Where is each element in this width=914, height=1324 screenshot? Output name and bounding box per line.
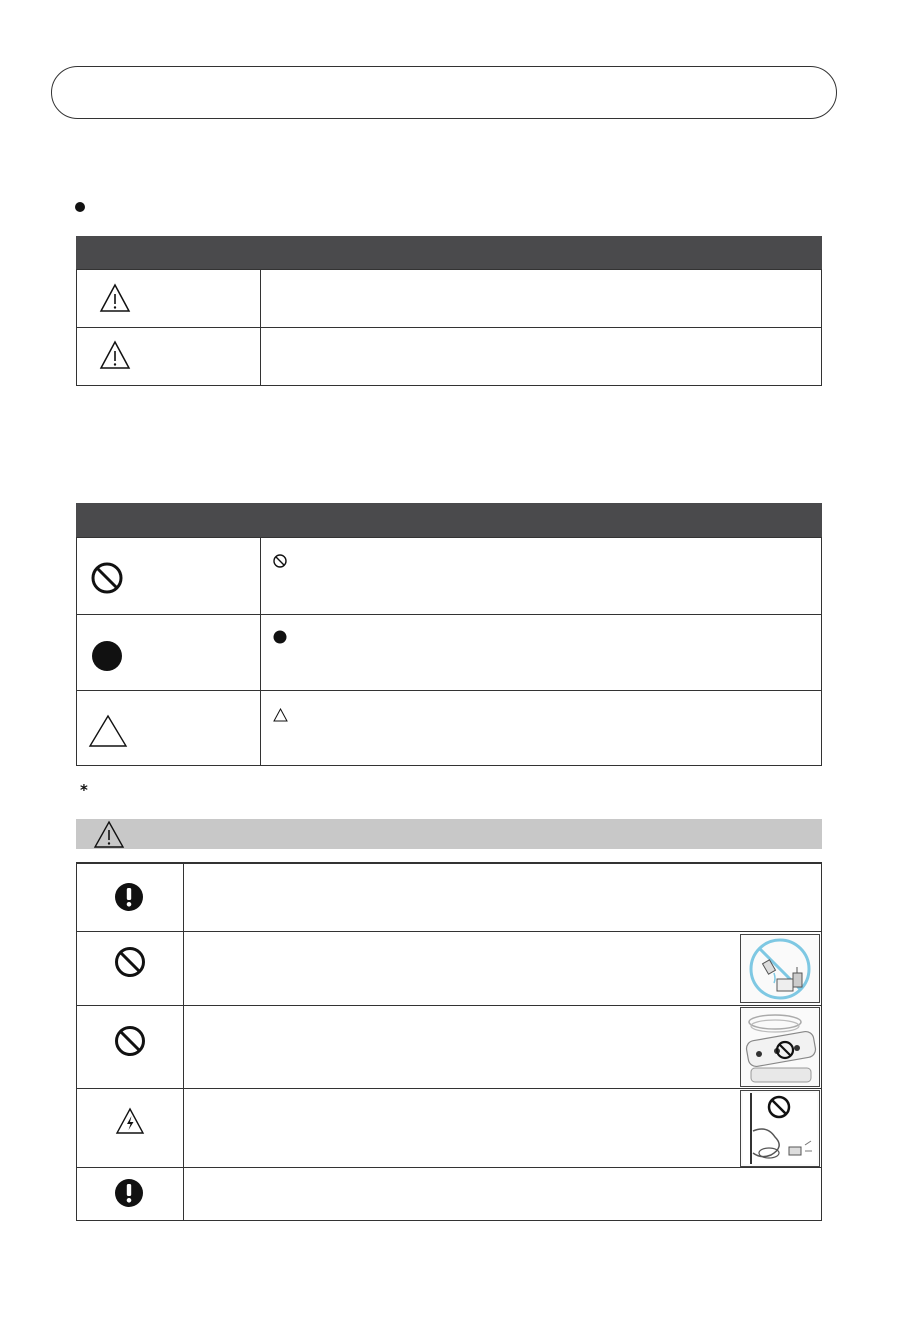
exclamation-icon (114, 882, 144, 912)
table-body (76, 269, 822, 386)
table-row (77, 1167, 821, 1222)
table-row (77, 327, 821, 385)
power-strip-illustration (740, 1007, 820, 1087)
electric-shock-icon (115, 1107, 145, 1135)
wet-hands-illustration (740, 1090, 820, 1167)
prohibited-icon (114, 946, 146, 978)
table-header (76, 236, 822, 269)
caution-triangle-icon (88, 714, 128, 748)
table-row (77, 931, 821, 1005)
no-water-illustration (740, 934, 820, 1003)
warning-triangle-icon (99, 283, 131, 313)
table-row (77, 537, 821, 614)
table-row (77, 1005, 821, 1088)
caution-triangle-icon (273, 708, 288, 722)
hazard-level-table (76, 236, 822, 386)
table-row (77, 269, 821, 327)
table-row (77, 1088, 821, 1167)
warning-list-table (76, 862, 822, 1221)
footnote-asterisk: * (80, 781, 88, 799)
prohibited-icon (114, 1025, 146, 1057)
filled-circle-icon (273, 630, 287, 644)
prohibited-icon (272, 553, 288, 569)
warning-triangle-icon (93, 820, 125, 849)
page-title-frame (51, 66, 837, 119)
table-body (76, 537, 822, 766)
exclamation-icon (114, 1178, 144, 1208)
table-header (76, 503, 822, 537)
warning-triangle-icon (99, 340, 131, 370)
filled-circle-icon (91, 640, 123, 672)
symbol-table (76, 503, 822, 766)
prohibited-icon (90, 561, 124, 595)
table-row (77, 614, 821, 690)
table-row (77, 863, 821, 931)
table-row (77, 690, 821, 766)
bullet-icon (75, 202, 85, 212)
warning-bar (76, 819, 822, 849)
